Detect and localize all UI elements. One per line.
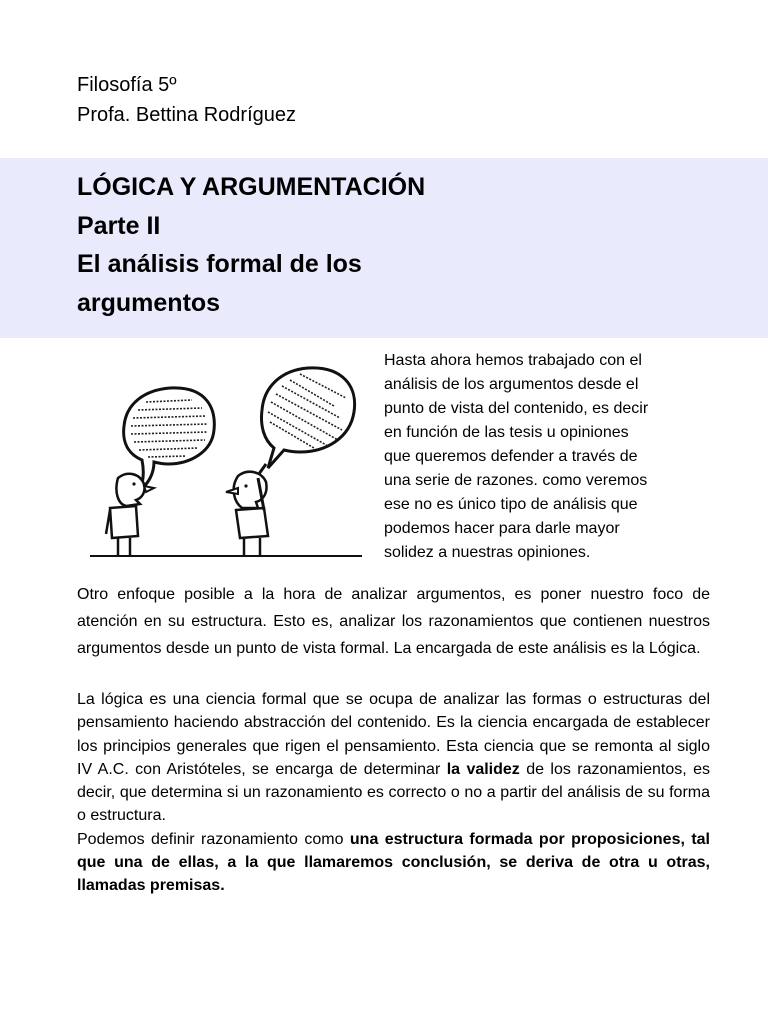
intro-line: punto de vista del contenido, es decir [384, 400, 649, 417]
logic-text-b: de los razonamientos, es decir, que determina si un razonamiento es correcto o no a partir del análisis de su forma o estructura. [77, 760, 710, 825]
paragraph-structure-focus: Otro enfoque posible a la hora de analizar argumentos, es poner nuestro foco de atención en su estructura. Esto es, analizar los razonamientos que contienen nuestros argumentos desde un punto de vista formal. La encargada de este análisis es la Lógica. [77, 586, 710, 657]
title-band [0, 158, 768, 338]
title-line-2: Parte II [77, 211, 161, 240]
reasoning-text: Podemos definir razonamiento como [77, 830, 350, 848]
teacher-name: Profa. Bettina Rodríguez [77, 104, 297, 126]
paragraph-logic-definition [77, 688, 710, 898]
two-people-speech-bubbles-illustration [88, 360, 364, 572]
intro-line: podemos hacer para darle mayor [384, 520, 620, 537]
title-line-4: argumentos [77, 288, 221, 317]
course-label: Filosofía 5º [77, 74, 177, 96]
document-title [77, 168, 425, 322]
intro-line: una serie de razones. como veremos [384, 472, 648, 489]
intro-line: solidez a nuestras opiniones. [384, 544, 591, 561]
title-line-3: El análisis formal de los [77, 250, 362, 278]
intro-line: análisis de los argumentos desde el [384, 376, 639, 393]
intro-line: ese no es único tipo de análisis que [384, 496, 638, 513]
validity-emphasis: la validez [446, 760, 520, 778]
reasoning-definition: una estructura formada por proposiciones, tal que una de ellas, a la que llamaremos conclusión, se deriva de otra u otras, llamadas premisas. [77, 830, 710, 895]
intro-line: que queremos defender a través de [384, 448, 638, 465]
intro-line: en función de las tesis u opiniones [384, 424, 629, 441]
intro-line: Hasta ahora hemos trabajado con el [384, 352, 642, 369]
title-line-1: LÓGICA Y ARGUMENTACIÓN [77, 173, 426, 201]
intro-paragraph [384, 349, 714, 565]
logic-text-a: La lógica es una ciencia formal que se ocupa de analizar las formas o estructuras del pensamiento haciendo abstracción del contenido. Es la ciencia encargada de establecer los principios generales que rigen el pensamiento. Esta ciencia que se remonta al siglo IV A.C. con Aristóteles, se encarga de determinar [77, 691, 710, 778]
document-header [77, 70, 296, 130]
